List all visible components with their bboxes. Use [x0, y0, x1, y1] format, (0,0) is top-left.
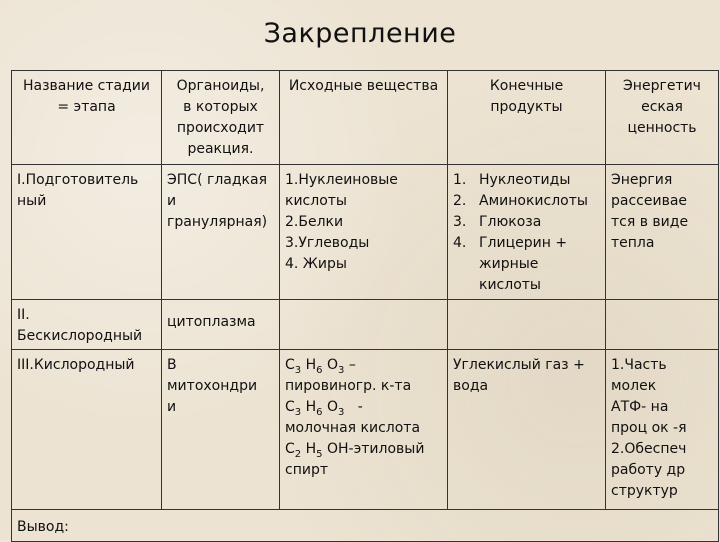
conclusion-cell	[12, 510, 719, 542]
table-row	[12, 165, 719, 300]
table-header-row	[12, 71, 719, 165]
conclusion-label: Вывод:	[17, 519, 69, 535]
cell-text: III.Кислородный	[17, 357, 135, 373]
product-item	[453, 191, 600, 212]
cell-text: Нуклеотиды	[479, 172, 571, 188]
product-item	[453, 275, 600, 296]
organoids-cell	[162, 165, 280, 300]
cell-text: вода	[453, 378, 489, 394]
cell-text: АТФ- на	[611, 399, 669, 415]
cell-text: 3.Углеводы	[285, 235, 370, 251]
energy-cell	[606, 350, 719, 510]
cell-text: В	[167, 357, 177, 373]
formula-part: –	[344, 357, 356, 373]
header-text: в которых	[183, 99, 258, 115]
list-number: 2.	[453, 193, 467, 209]
cell-text: Углекислый газ +	[453, 357, 585, 373]
header-stage-name	[12, 71, 162, 165]
formula-part: Н	[301, 357, 317, 373]
formula-part: О	[322, 399, 338, 415]
cell-text: проц ок -я	[611, 420, 687, 436]
header-text: Энергетич	[623, 78, 701, 94]
formula-part: С	[285, 399, 295, 415]
cell-text: ный	[17, 193, 47, 209]
list-number: 3.	[453, 214, 467, 230]
cell-text: кислоты	[285, 193, 347, 209]
products-cell	[448, 350, 606, 510]
cell-text: Энергия	[611, 172, 673, 188]
header-text: происходит	[176, 120, 265, 136]
cell-text: 4. Жиры	[285, 256, 347, 272]
cell-text: митохондри	[167, 378, 258, 394]
formula-subscript: 2	[294, 448, 302, 460]
organoids-cell	[162, 300, 280, 350]
cell-text: 2.Белки	[285, 214, 344, 230]
product-item	[453, 212, 600, 233]
stages-table	[11, 70, 719, 542]
header-text: Органоиды,	[176, 78, 265, 94]
stage-cell	[12, 300, 162, 350]
header-organoids	[162, 71, 280, 165]
cell-text: II.	[17, 307, 30, 323]
header-text: продукты	[490, 99, 563, 115]
cell-text: структур	[611, 483, 678, 499]
formula-part: -	[344, 399, 363, 415]
cell-text: Аминокислоты	[479, 193, 588, 209]
cell-text: 2.Обеспеч	[611, 441, 687, 457]
product-item	[453, 170, 600, 191]
formula-subscript: 3	[338, 364, 345, 376]
cell-text: тепла	[611, 235, 655, 251]
formula-part: С	[285, 357, 295, 373]
header-energy	[606, 71, 719, 165]
formula-subscript: 3	[294, 406, 302, 418]
cell-text: гранулярная)	[167, 214, 268, 230]
inputs-cell	[280, 300, 448, 350]
cell-text: жирные	[479, 256, 539, 272]
product-item	[453, 233, 600, 254]
cell-text: и	[167, 399, 177, 415]
inputs-cell	[280, 165, 448, 300]
formula-part: Н	[301, 399, 317, 415]
header-products	[448, 71, 606, 165]
cell-text: работу др	[611, 462, 686, 478]
header-text: Исходные вещества	[288, 78, 439, 94]
inputs-cell	[280, 350, 448, 510]
header-text: еская	[641, 99, 683, 115]
header-text: = этапа	[57, 99, 116, 115]
formula-subscript: 3	[294, 364, 302, 376]
cell-text: I.Подготовитель	[17, 172, 139, 188]
header-text: Конечные	[489, 78, 564, 94]
stage-cell	[12, 165, 162, 300]
formula-part: Н	[301, 441, 317, 457]
cell-text: молочная кислота	[285, 420, 421, 436]
cell-text: кислоты	[479, 277, 541, 293]
header-text: ценность	[627, 120, 697, 136]
cell-text: цитоплазма	[167, 314, 256, 330]
products-cell	[448, 165, 606, 300]
table-row	[12, 300, 719, 350]
products-cell	[448, 300, 606, 350]
formula-subscript: 6	[316, 406, 323, 418]
organoids-cell	[162, 350, 280, 510]
formula-c3h6o3	[285, 397, 442, 418]
cell-text: рассеивае	[611, 193, 688, 209]
formula-subscript: 3	[338, 406, 345, 418]
formula-part: ОН-этиловый	[322, 441, 425, 457]
cell-text: Бескислородный	[17, 328, 143, 344]
formula-part: С	[285, 441, 295, 457]
cell-text: 1.Нуклеиновые	[285, 172, 398, 188]
cell-text: Глюкоза	[479, 214, 542, 230]
formula-subscript: 6	[316, 364, 323, 376]
formula-c2h5oh	[285, 439, 442, 460]
cell-text: Глицерин +	[479, 235, 568, 251]
formula-part: О	[322, 357, 338, 373]
formula-c3h6o3	[285, 355, 442, 376]
cell-text: и	[167, 193, 177, 209]
table-row	[12, 350, 719, 510]
formula-subscript: 5	[316, 448, 323, 460]
cell-text: молек	[611, 378, 657, 394]
energy-cell	[606, 165, 719, 300]
cell-text: спирт	[285, 462, 328, 478]
header-text: Название стадии	[22, 78, 150, 94]
page-title: Закрепление	[263, 18, 457, 49]
header-inputs	[280, 71, 448, 165]
energy-cell	[606, 300, 719, 350]
cell-text: тся в виде	[611, 214, 689, 230]
header-text: реакция.	[187, 141, 254, 157]
conclusion-row	[12, 510, 719, 542]
cell-text: ЭПС( гладкая	[167, 172, 268, 188]
cell-text: 1.Часть	[611, 357, 667, 373]
product-item	[453, 254, 600, 275]
list-number: 4.	[453, 235, 467, 251]
cell-text: пировиногр. к-та	[285, 378, 412, 394]
stage-cell	[12, 350, 162, 510]
list-number: 1.	[453, 172, 467, 188]
